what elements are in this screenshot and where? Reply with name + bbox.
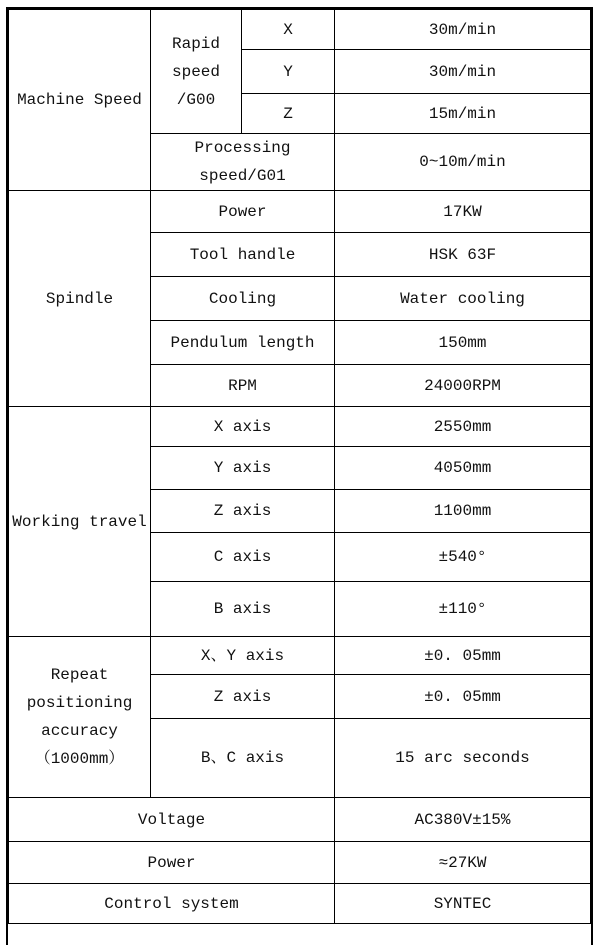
- value-cell-total-power: ≈27KW: [335, 842, 591, 884]
- param-cell-pendulum-length: Pendulum length: [151, 321, 335, 365]
- table-row: [9, 884, 591, 924]
- value-cell-z-axis: 1100mm: [335, 490, 591, 533]
- group-cell-working-travel: Working travel: [9, 407, 151, 637]
- value-cell-control-system: SYNTEC: [335, 884, 591, 924]
- table-row: [9, 637, 591, 675]
- value-cell-pendulum-length: 150mm: [335, 321, 591, 365]
- value-cell-x-speed: 30m/min: [335, 10, 591, 50]
- param-cell-z: Z: [242, 94, 335, 134]
- table-row: [9, 191, 591, 233]
- param-cell-power: Power: [151, 191, 335, 233]
- value-cell-y-speed: 30m/min: [335, 50, 591, 94]
- group-cell-repeat-accuracy: Repeat positioning accuracy （1000mm）: [9, 637, 151, 798]
- param-cell-xy-axis: X、Y axis: [151, 637, 335, 675]
- value-cell-voltage: AC380V±15%: [335, 798, 591, 842]
- value-cell-b-axis: ±110°: [335, 582, 591, 637]
- param-cell-x-axis: X axis: [151, 407, 335, 447]
- param-cell-total-power: Power: [9, 842, 335, 884]
- value-cell-cooling: Water cooling: [335, 277, 591, 321]
- param-cell-control-system: Control system: [9, 884, 335, 924]
- param-cell-processing-speed: Processing speed/G01: [151, 134, 335, 191]
- value-cell-tool-handle: HSK 63F: [335, 233, 591, 277]
- param-cell-tool-handle: Tool handle: [151, 233, 335, 277]
- param-cell-z-axis: Z axis: [151, 490, 335, 533]
- param-cell-y: Y: [242, 50, 335, 94]
- param-cell-y-axis: Y axis: [151, 447, 335, 490]
- value-cell-z-accuracy: ±0. 05mm: [335, 675, 591, 719]
- param-cell-bc-axis: B、C axis: [151, 719, 335, 798]
- value-cell-c-axis: ±540°: [335, 533, 591, 582]
- param-cell-z-axis-accuracy: Z axis: [151, 675, 335, 719]
- table-row: [9, 798, 591, 842]
- table-row: [9, 842, 591, 884]
- value-cell-rpm: 24000RPM: [335, 365, 591, 407]
- spec-table-frame: [6, 7, 593, 945]
- param-cell-rpm: RPM: [151, 365, 335, 407]
- value-cell-power: 17KW: [335, 191, 591, 233]
- group-cell-spindle: Spindle: [9, 191, 151, 407]
- param-cell-voltage: Voltage: [9, 798, 335, 842]
- subgroup-cell-rapid-speed: Rapid speed /G00: [151, 10, 242, 134]
- value-cell-processing-speed: 0~10m/min: [335, 134, 591, 191]
- group-cell-machine-speed: Machine Speed: [9, 10, 151, 191]
- param-cell-b-axis: B axis: [151, 582, 335, 637]
- param-cell-c-axis: C axis: [151, 533, 335, 582]
- table-row: [9, 10, 591, 50]
- value-cell-bc-accuracy: 15 arc seconds: [335, 719, 591, 798]
- param-cell-cooling: Cooling: [151, 277, 335, 321]
- spec-table: [8, 9, 591, 924]
- value-cell-xy-accuracy: ±0. 05mm: [335, 637, 591, 675]
- param-cell-x: X: [242, 10, 335, 50]
- value-cell-z-speed: 15m/min: [335, 94, 591, 134]
- table-row: [9, 407, 591, 447]
- value-cell-x-axis: 2550mm: [335, 407, 591, 447]
- value-cell-y-axis: 4050mm: [335, 447, 591, 490]
